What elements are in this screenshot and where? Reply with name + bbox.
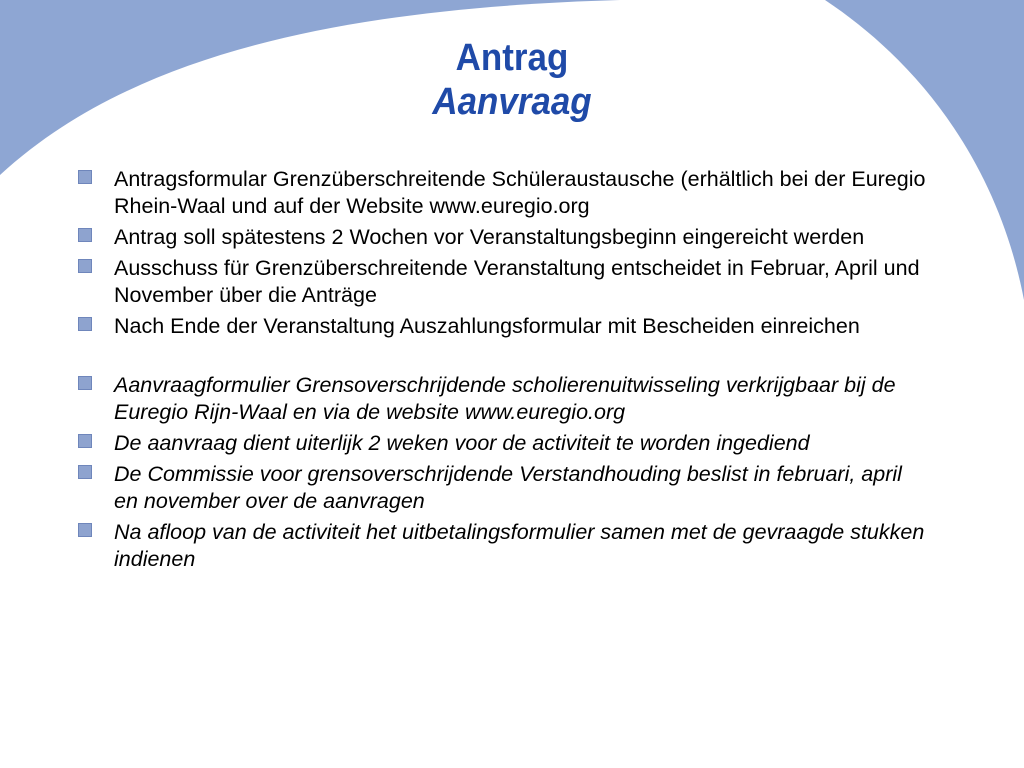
title-block — [0, 36, 1024, 124]
bullet-item-nl-deadline — [78, 430, 928, 457]
bullet-item-nl-form — [78, 372, 928, 426]
bullet-text: Na afloop van de activiteit het uitbetalingsformulier samen met de gevraagde stukken indienen — [114, 520, 925, 571]
bullet-text: Ausschuss für Grenzüberschreitende Veranstaltung entscheidet in Februar, April und November über die Anträge — [114, 256, 920, 307]
square-bullet-icon — [78, 465, 92, 479]
square-bullet-icon — [78, 170, 92, 184]
bullet-text: Aanvraagformulier Grensoverschrijdende scholierenuitwisseling verkrijgbaar bij de Euregio Rijn-Waal en via de website www.euregio.org — [114, 373, 896, 424]
bullet-text: De aanvraag dient uiterlijk 2 weken voor de activiteit te worden ingediend — [114, 431, 810, 455]
bullet-item-nl-payout — [78, 519, 928, 573]
bullet-text: Antragsformular Grenzüberschreitende Schüleraustausche (erhältlich bei der Euregio Rhein-Waal und auf der Website www.euregio.org — [114, 167, 926, 218]
square-bullet-icon — [78, 317, 92, 331]
square-bullet-icon — [78, 523, 92, 537]
square-bullet-icon — [78, 434, 92, 448]
slide-subtitle: Aanvraag — [432, 81, 592, 123]
bullet-item-nl-committee — [78, 461, 928, 515]
slide-title: Antrag — [455, 37, 569, 79]
square-bullet-icon — [78, 228, 92, 242]
bullet-item-de-committee — [78, 255, 928, 309]
bullet-item-de-form — [78, 166, 928, 220]
bullet-text: Nach Ende der Veranstaltung Auszahlungsformular mit Bescheiden einreichen — [114, 314, 860, 338]
bullet-list — [78, 166, 928, 573]
square-bullet-icon — [78, 376, 92, 390]
bullet-item-de-deadline — [78, 224, 928, 251]
bullet-text: Antrag soll spätestens 2 Wochen vor Veranstaltungsbeginn eingereicht werden — [114, 225, 865, 249]
bullet-text: De Commissie voor grensoverschrijdende Verstandhouding beslist in februari, april en november over de aanvragen — [114, 462, 902, 513]
bullet-item-de-payout — [78, 313, 928, 340]
square-bullet-icon — [78, 259, 92, 273]
